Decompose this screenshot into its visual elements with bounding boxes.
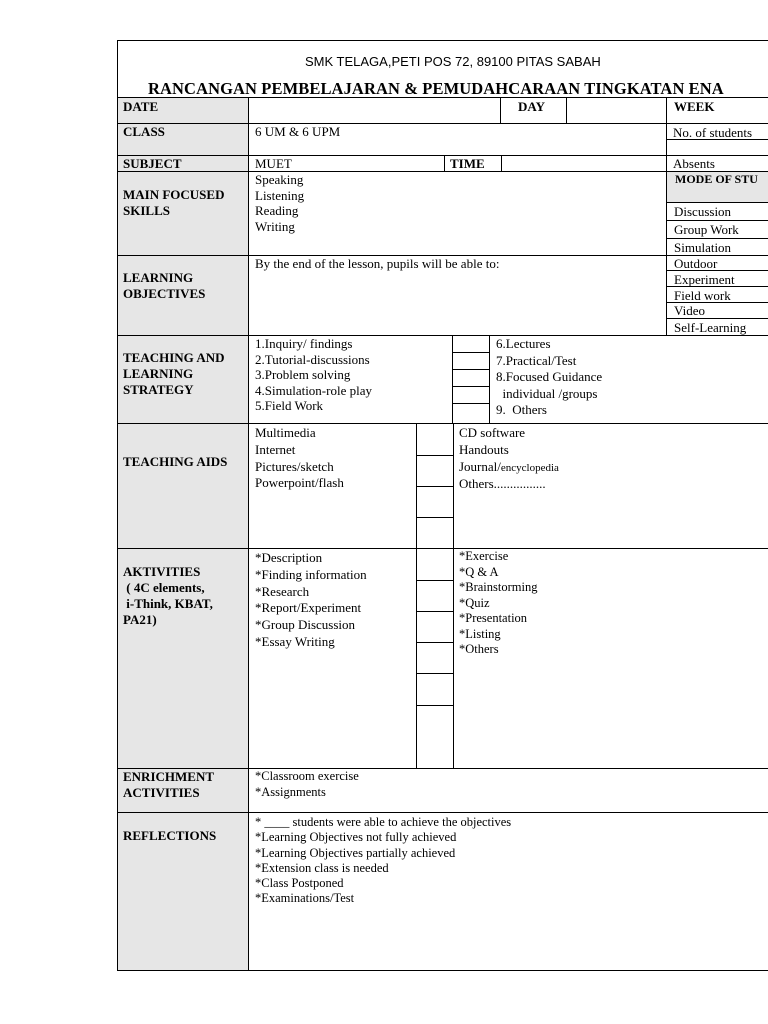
rule — [416, 580, 454, 581]
mode-outdoor: Outdoor — [674, 256, 718, 271]
rule — [452, 335, 453, 424]
rule — [416, 673, 454, 674]
rule — [489, 335, 490, 424]
list-item: *Research — [255, 583, 310, 599]
mode-experiment: Experiment — [674, 272, 735, 287]
rule — [117, 171, 768, 172]
list-item: 2.Tutorial-discussions — [255, 351, 370, 367]
rule — [416, 548, 417, 769]
skills-list — [255, 172, 304, 234]
list-item: *Group Discussion — [255, 617, 356, 633]
rule — [453, 548, 454, 769]
list-item: *Extension class is needed — [255, 860, 389, 875]
mode-of-study-header: MODE OF STU — [675, 172, 758, 186]
reflections-label: REFLECTIONS — [123, 828, 217, 843]
list-item: Reading — [255, 203, 299, 218]
rule — [452, 369, 490, 370]
objectives-intro: By the end of the lesson, pupils will be able to: — [255, 256, 500, 271]
list-item: Writing — [255, 218, 295, 234]
rule — [566, 97, 567, 124]
date-label: DATE — [123, 99, 159, 114]
list-item: *Exercise — [459, 549, 509, 563]
list-item: *Others — [459, 642, 499, 656]
rule — [500, 97, 501, 124]
mode-field-work: Field work — [674, 288, 731, 303]
rule — [416, 611, 454, 612]
list-item: *Learning Objectives not fully achieved — [255, 830, 457, 845]
list-item: *Description — [255, 550, 323, 565]
subject-value: MUET — [255, 156, 292, 171]
list-item: Speaking — [255, 172, 304, 187]
no-of-students-label: No. of students — [673, 125, 753, 140]
list-item: *Class Postponed — [255, 876, 344, 891]
rule — [416, 642, 454, 643]
list-item: 1.Inquiry/ findings — [255, 336, 353, 351]
rule — [666, 318, 768, 319]
list-item: *Quiz — [459, 595, 490, 610]
activities-label: AKTIVITIES ( 4C elements, i-Think, KBAT, PA21) — [123, 564, 213, 627]
list-item: 6.Lectures — [496, 336, 551, 351]
frame-top — [117, 40, 768, 41]
enrichment-label: ENRICHMENT ACTIVITIES — [123, 769, 215, 800]
day-label: DAY — [518, 99, 545, 114]
list-item: *Learning Objectives partially achieved — [255, 845, 456, 860]
list-item: Multimedia — [255, 425, 316, 440]
list-item: 7.Practical/Test — [496, 352, 577, 368]
subject-label: SUBJECT — [123, 156, 182, 171]
strategies-right-list — [496, 336, 602, 419]
list-item: *Examinations/Test — [255, 891, 355, 906]
list-item: * ____ students were able to achieve the objectives — [255, 815, 512, 829]
list-item: Powerpoint/flash — [255, 475, 344, 491]
rule — [501, 155, 502, 172]
rule — [117, 423, 768, 424]
frame-left — [117, 40, 118, 971]
main-focused-skills-label: MAIN FOCUSED SKILLS — [123, 187, 225, 218]
aids-right-list — [459, 425, 559, 493]
teaching-strategy-label: TEACHING AND LEARNING STRATEGY — [123, 350, 225, 397]
right-panel-divider — [666, 97, 667, 335]
label-column-divider — [248, 97, 249, 971]
school-address: SMK TELAGA,PETI POS 72, 89100 PITAS SABAH — [305, 54, 601, 69]
list-item: *Essay Writing — [255, 633, 335, 649]
rule — [117, 812, 768, 813]
rule — [452, 403, 490, 404]
rule — [117, 155, 768, 156]
list-item: Pictures/sketch — [255, 458, 334, 474]
activities-left-list — [255, 550, 367, 651]
list-item: 5.Field Work — [255, 398, 324, 413]
list-item: Others................ — [459, 476, 546, 492]
rule — [416, 455, 454, 456]
time-label: TIME — [450, 156, 485, 171]
list-item: 9. Others — [496, 402, 547, 417]
label-shade-aids — [118, 424, 248, 548]
list-item: Listening — [255, 187, 305, 203]
list-item: *Presentation — [459, 611, 528, 625]
learning-objectives-label: LEARNING OBJECTIVES — [123, 270, 206, 301]
form-title: RANCANGAN PEMBELAJARAN & PEMUDAHCARAAN TINGKATAN ENA — [148, 79, 724, 98]
strategies-left-list — [255, 336, 372, 414]
list-item: *Finding information — [255, 566, 367, 582]
rule — [416, 517, 454, 518]
list-item: 3.Problem solving — [255, 367, 351, 382]
frame-bottom — [117, 970, 768, 971]
rule — [666, 220, 768, 221]
list-item: 4.Simulation-role play — [255, 382, 372, 398]
rule — [117, 123, 768, 124]
rule — [666, 238, 768, 239]
rule — [452, 386, 490, 387]
week-label: WEEK — [674, 99, 715, 114]
class-value: 6 UM & 6 UPM — [255, 124, 341, 139]
activities-right-list — [459, 549, 537, 658]
mode-self-learning: Self-Learning — [674, 320, 747, 335]
list-item: *Assignments — [255, 784, 326, 799]
journal-text: Journal/ — [459, 458, 501, 474]
class-label: CLASS — [123, 124, 165, 139]
rule — [444, 155, 445, 172]
rule — [117, 548, 768, 549]
list-item: 8.Focused Guidance — [496, 369, 603, 384]
teaching-aids-label: TEACHING AIDS — [123, 454, 228, 469]
list-item: Internet — [255, 441, 296, 457]
mode-group-work: Group Work — [674, 222, 739, 237]
list-item: *Report/Experiment — [255, 600, 362, 616]
absents-label: Absents — [673, 156, 715, 171]
list-item: *Brainstorming — [459, 580, 538, 594]
list-item: Handouts — [459, 441, 509, 457]
rule — [666, 202, 768, 203]
list-item: *Q & A — [459, 564, 499, 579]
enrichment-list — [255, 769, 359, 800]
mode-discussion: Discussion — [674, 204, 732, 219]
mode-simulation: Simulation — [674, 240, 732, 255]
reflections-list — [255, 815, 511, 907]
list-item: *Listing — [459, 626, 501, 641]
list-item: individual /groups — [496, 385, 598, 401]
list-item: *Classroom exercise — [255, 769, 359, 783]
list-item — [459, 459, 559, 477]
list-item: CD software — [459, 425, 526, 440]
aids-left-list — [255, 425, 344, 492]
rule — [117, 768, 768, 769]
rule — [416, 705, 454, 706]
encyclopedia-text: encyclopedia — [500, 461, 559, 474]
mode-video: Video — [674, 303, 705, 318]
rule — [452, 352, 490, 353]
rule — [117, 335, 768, 336]
rule — [416, 486, 454, 487]
